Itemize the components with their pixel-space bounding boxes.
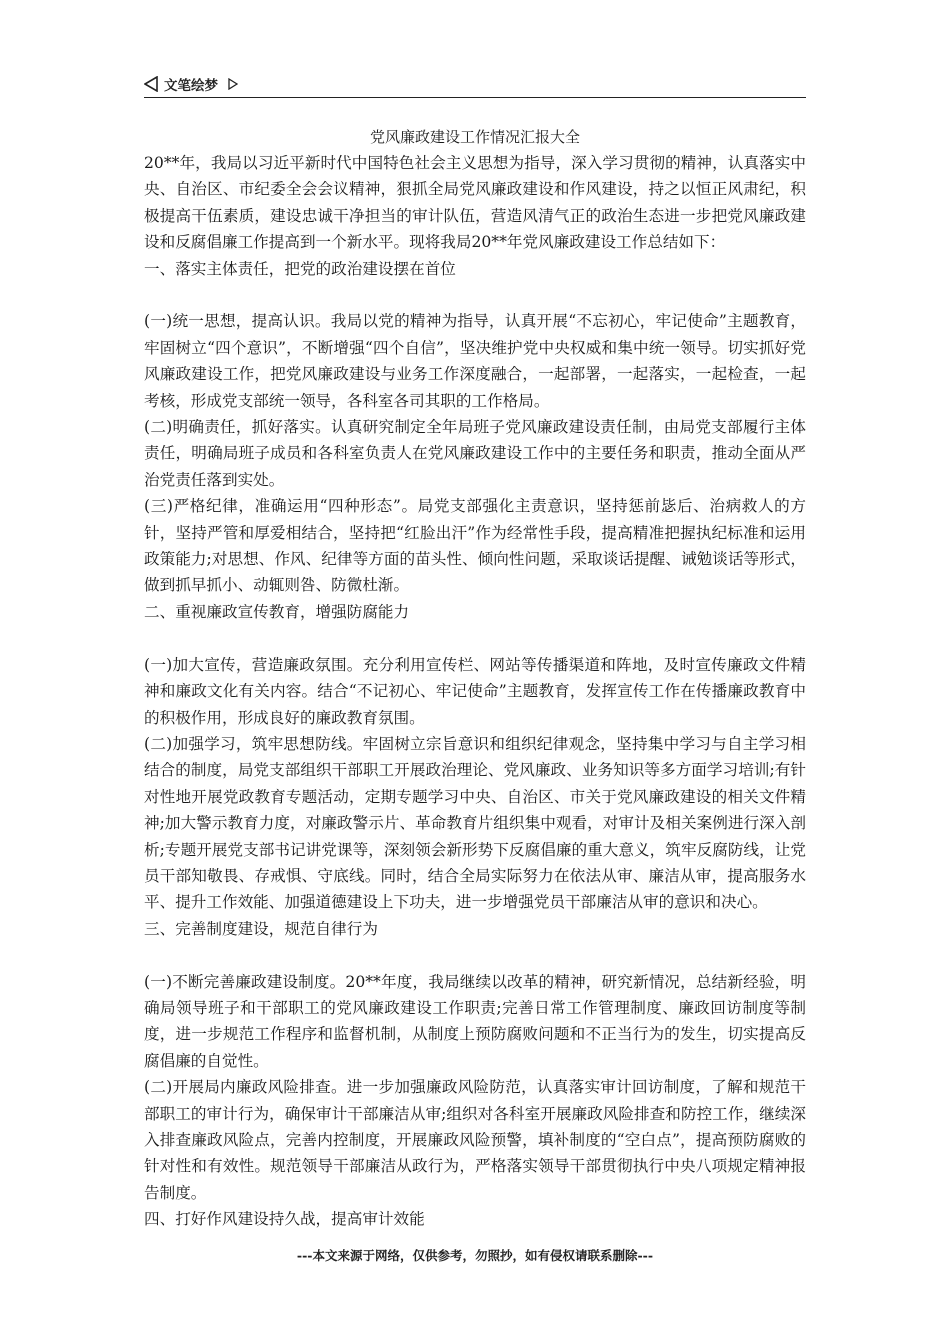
section-heading-1: 一、落实主体责任，把党的政治建设摆在首位 xyxy=(144,259,456,278)
section-heading-3: 三、完善制度建设，规范自律行为 xyxy=(144,919,378,938)
footer-notice: ---本文来源于网络，仅供参考，勿照抄，如有侵权请联系删除--- xyxy=(296,1248,654,1263)
page-header xyxy=(144,74,806,98)
paragraph: (一)加大宣传，营造廉政氛围。充分利用宣传栏、网站等传播渠道和阵地，及时宣传廉政文件精神和廉政文化有关内容。结合“不记初心、牢记使命”主题教育，发挥宣传工作在传播廉政教育中的积极作用，形成良好的廉政教育氛围。 xyxy=(144,655,806,727)
brand-name: 文笔绘梦 xyxy=(164,78,218,94)
document-body xyxy=(144,150,806,1233)
brand xyxy=(144,74,806,94)
intro-paragraph: 20**年，我局以习近平新时代中国特色社会主义思想为指导，深入学习贯彻的精神，认真落实中央、自治区、市纪委全会会议精神，狠抓全局党风廉政建设和作风建设，持之以恒正风肃纪，积极提高干伍素质，建设忠诚干净担当的审计队伍，营造风清气正的政治生态进一步把党风廉政建设和反腐倡廉工作提高到一个新水平。现将我局20**年党风廉政建设工作总结如下： xyxy=(144,154,806,252)
paragraph: (二)明确责任，抓好落实。认真研究制定全年局班子党风廉政建设责任制，由局党支部履行主体责任，明确局班子成员和各科室负责人在党风廉政建设工作中的主要任务和职责，推动全面从严治党责任落到实处。 xyxy=(144,418,806,489)
paragraph: (一)统一思想，提高认识。我局以党的精神为指导，认真开展“不忘初心，牢记使命”主题教育，牢固树立“四个意识”，不断增强“四个自信”，坚决维护党中央权威和集中统一领导。切实抓好党风廉政建设工作，把党风廉政建设与业务工作深度融合，一起部署，一起落实，一起检查，一起考核，形成党支部统一领导，各科室各司其职的工作格局。 xyxy=(144,312,806,410)
section-heading-4: 四、打好作风建设持久战，提高审计效能 xyxy=(144,1210,425,1229)
paragraph: (三)严格纪律，准确运用“四种形态”。局党支部强化主责意识，坚持惩前毖后、治病救人的方针，坚持严管和厚爱相结合，坚持把“红脸出汗”作为经常性手段，提高精准把握执纪标准和运用政策能力;对思想、作风、纪律等方面的苗头性、倾向性问题，采取谈话提醒、诫勉谈话等形式，做到抓早抓小、动辄则咎、防微杜渐。 xyxy=(144,497,806,595)
paragraph: (一)不断完善廉政建设制度。20**年度，我局继续以改革的精神，研究新情况，总结新经验，明确局领导班子和干部职工的党风廉政建设工作职责;完善日常工作管理制度、廉政回访制度等制度，进一步规范工作程序和监督机制，从制度上预防腐败问题和不正当行为的发生，切实提高反腐倡廉的自觉性。 xyxy=(144,972,806,1070)
section-heading-2: 二、重视廉政宣传教育，增强防腐能力 xyxy=(144,602,410,621)
triangle-right-icon xyxy=(228,78,238,90)
header-divider xyxy=(144,97,806,98)
triangle-left-icon xyxy=(144,76,158,92)
paragraph: (二)开展局内廉政风险排查。进一步加强廉政风险防范，认真落实审计回访制度，了解和规范干部职工的审计行为，确保审计干部廉洁从审;组织对各科室开展廉政风险排查和防控工作，继续深入排查廉政风险点，完善内控制度，开展廉政风险预警，填补制度的“空白点”，提高预防腐败的针对性和有效性。规范领导干部廉洁从政行为，严格落实领导干部贯彻执行中央八项规定精神报告制度。 xyxy=(144,1078,806,1202)
document-title: 党风廉政建设工作情况汇报大全 xyxy=(369,128,580,146)
paragraph: (二)加强学习，筑牢思想防线。牢固树立宗旨意识和组织纪律观念，坚持集中学习与自主学习相结合的制度，局党支部组织干部职工开展政治理论、党风廉政、业务知识等多方面学习培训;有针对性地开展党政教育专题活动，定期专题学习中央、自治区、市关于党风廉政建设的相关文件精神;加大警示教育力度，对廉政警示片、革命教育片组织集中观看，对审计及相关案例进行深入剖析;专题开展党支部书记讲党课等，深刻领会新形势下反腐倡廉的重大意义，筑牢反腐防线，让党员干部知敬畏、存戒惧、守底线。同时，结合全局实际努力在依法从审、廉洁从审，提高服务水平、提升工作效能、加强道德建设上下功夫，进一步增强党员干部廉洁从审的意识和决心。 xyxy=(144,734,806,912)
